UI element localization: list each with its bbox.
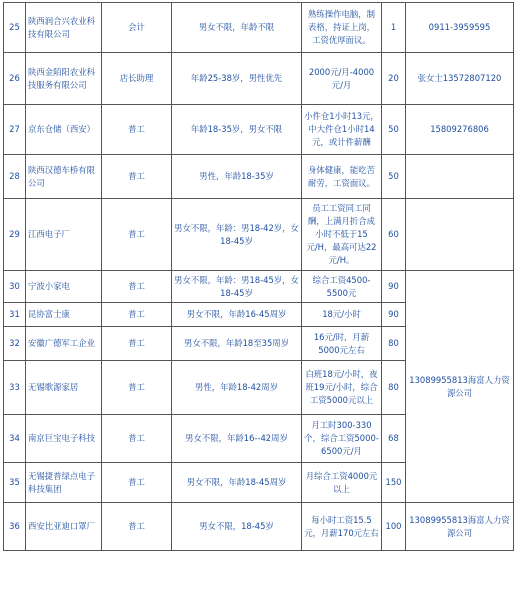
position: 普工 [102,271,172,303]
headcount: 80 [382,361,406,415]
salary: 小件仓1小时13元，中大件仓1小时14元，或计件薪酬 [302,105,382,155]
requirement: 年龄25-38岁，男性优先 [172,53,302,105]
row-number: 31 [4,303,26,327]
position: 会计 [102,3,172,53]
company-name: 昆协富士康 [26,303,102,327]
requirement: 男性，年龄18-35岁 [172,155,302,199]
requirement: 男女不限，年龄16-45周岁 [172,303,302,327]
position: 普工 [102,105,172,155]
company-name: 无锡歌源家居 [26,361,102,415]
contact [406,199,514,271]
salary: 白班18元/小时，夜班19元/小时，综合工资5000元以上 [302,361,382,415]
contact: 张女士13572807120 [406,53,514,105]
table-row [4,155,514,199]
company-name: 无锡捷普绿点电子科技集团 [26,463,102,503]
headcount: 20 [382,53,406,105]
row-number: 36 [4,503,26,551]
position: 普工 [102,303,172,327]
company-name: 陕西汉德车桥有限公司 [26,155,102,199]
position: 普工 [102,327,172,361]
requirement: 男女不限，年龄16--42周岁 [172,415,302,463]
salary: 熟练操作电脑，制表格，持证上岗，工资优厚面议。 [302,3,382,53]
company-name: 陕西金陌阳农业科技服务有限公司 [26,53,102,105]
salary: 员工工资同工同酬，上满月折合成小时不低于15元/H，最高可达22元/H。 [302,199,382,271]
company-name: 陕西润合兴农业科技有限公司 [26,3,102,53]
contact: 13089955813海富人力资源公司 [406,503,514,551]
position: 店长助理 [102,53,172,105]
salary: 每小时工资15.5元，月薪170元左右 [302,503,382,551]
salary: 月综合工资4000元以上 [302,463,382,503]
row-number: 35 [4,463,26,503]
row-number: 32 [4,327,26,361]
company-name: 江西电子厂 [26,199,102,271]
salary: 月工时300-330个，综合工资5000-6500元/月 [302,415,382,463]
table-row [4,271,514,303]
requirement: 男女不限，年龄：男18-45岁，女18-45岁 [172,271,302,303]
row-number: 25 [4,3,26,53]
salary: 身体健康，能吃苦耐劳，工资面议。 [302,155,382,199]
row-number: 26 [4,53,26,105]
headcount: 68 [382,415,406,463]
company-name: 安徽广德军工企业 [26,327,102,361]
contact [406,155,514,199]
table-row [4,105,514,155]
job-listings-table [3,2,514,551]
company-name: 宁波小家电 [26,271,102,303]
table-row [4,53,514,105]
row-number: 33 [4,361,26,415]
requirement: 男性，年龄18-42周岁 [172,361,302,415]
position: 普工 [102,415,172,463]
position: 普工 [102,361,172,415]
requirement: 男女不限，年龄：男18-42岁，女18-45岁 [172,199,302,271]
position: 普工 [102,155,172,199]
row-number: 28 [4,155,26,199]
merged-contact-cell: 13089955813海富人力资源公司 [406,271,514,503]
row-number: 30 [4,271,26,303]
headcount: 80 [382,327,406,361]
salary: 综合工资4500-5500元 [302,271,382,303]
position: 普工 [102,199,172,271]
headcount: 1 [382,3,406,53]
headcount: 150 [382,463,406,503]
salary: 16元/时，月薪5000元左右 [302,327,382,361]
contact: 15809276806 [406,105,514,155]
requirement: 男女不限，年龄不限 [172,3,302,53]
row-number: 34 [4,415,26,463]
table-row [4,503,514,551]
position: 普工 [102,463,172,503]
salary: 18元/小时 [302,303,382,327]
requirement: 男女不限，18-45岁 [172,503,302,551]
company-name: 西安比亚迪口罩厂 [26,503,102,551]
table-row [4,3,514,53]
table-row [4,199,514,271]
requirement: 男女不限，年龄18-45周岁 [172,463,302,503]
position: 普工 [102,503,172,551]
headcount: 90 [382,303,406,327]
requirement: 男女不限，年龄18至35周岁 [172,327,302,361]
headcount: 60 [382,199,406,271]
salary: 2000元/月-4000元/月 [302,53,382,105]
row-number: 29 [4,199,26,271]
company-name: 南京巨宝电子科技 [26,415,102,463]
headcount: 50 [382,105,406,155]
headcount: 90 [382,271,406,303]
requirement: 年龄18-35岁，男女不限 [172,105,302,155]
headcount: 100 [382,503,406,551]
contact: 0911-3959595 [406,3,514,53]
headcount: 50 [382,155,406,199]
company-name: 京东仓储（西安） [26,105,102,155]
row-number: 27 [4,105,26,155]
